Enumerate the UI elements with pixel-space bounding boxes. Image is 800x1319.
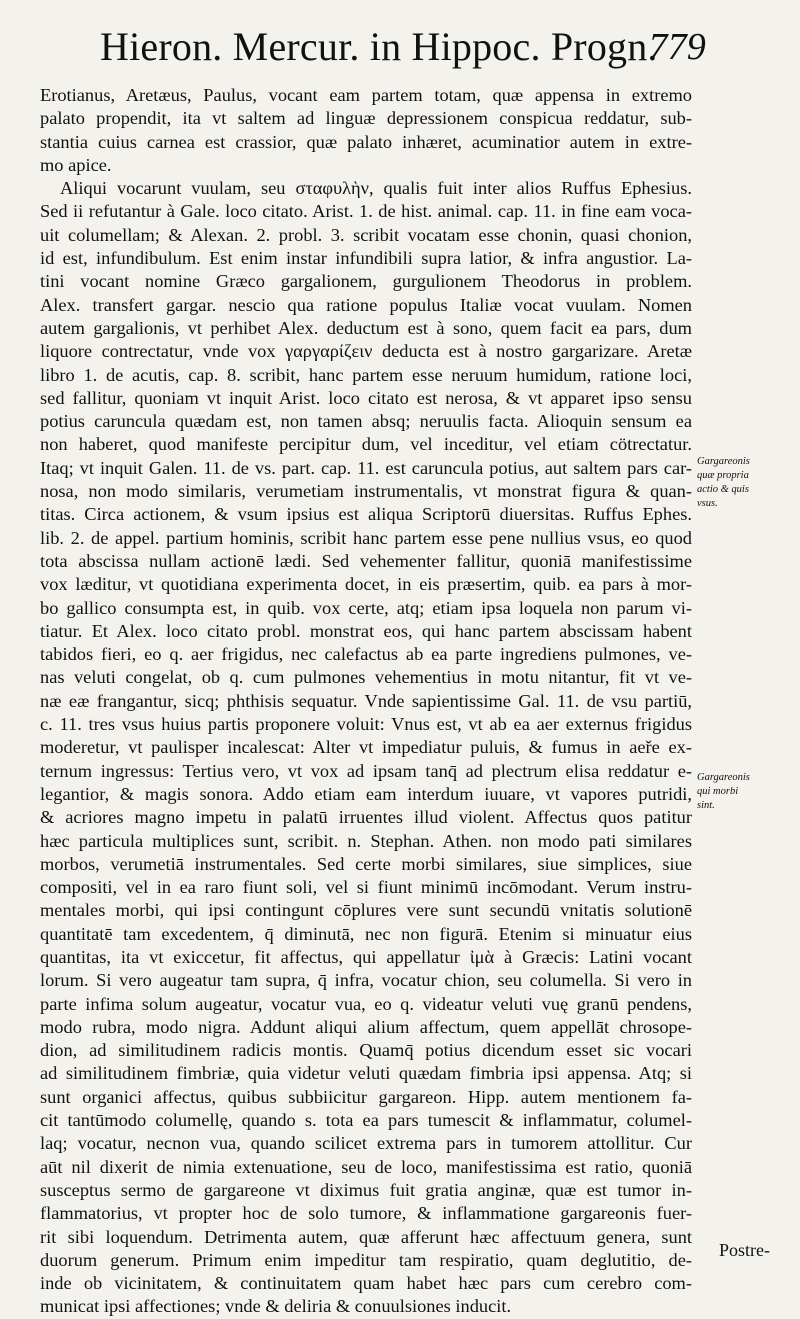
text-line: compositi, vel in ea raro fiunt soli, vel si fiunt minimū incōmodant. Verum instru- <box>40 877 692 898</box>
margin-note-gargareon-diseases <box>697 771 800 813</box>
text-line: morbos, verumetiā instrumentales. Sed certe morbi similares, siue simplices, siue <box>40 853 692 874</box>
text-line: non haberet, quod manifeste percipitur dum, vel inceditur, vel etiam cötrectatur. <box>40 434 692 455</box>
text-line: duorum generum. Primum enim impeditur tam respiratio, quam deglutitio, de- <box>40 1249 692 1270</box>
text-line: ternum ingressus: Tertius vero, vt vox ad ipsam tanq̄ ad plectrum elisa reddatur e- <box>40 760 692 781</box>
margin-note-line: actio & quis <box>697 484 749 495</box>
text-line: tiatur. Et Alex. loco citato probl. monstrat eos, qui hanc partem abscissam habent <box>40 620 692 641</box>
text-line: lorum. Si vero augeatur tam supra, q̄ infra, vocatur chion, seu columella. Si vero in <box>40 970 692 991</box>
page-number: 779 <box>648 26 706 68</box>
text-line: mentales morbi, qui ipsi contingunt cōplures vere sunt secundū vnitatis solutionē <box>40 900 692 921</box>
text-line: laq; vocatur, necnon vua, quando scilicet extrema pars in tumorem attollitur. Cur <box>40 1133 692 1154</box>
text-line: susceptus sermo de gargareone vt diximus fuit gratia anginæ, quæ est tumor in- <box>40 1179 692 1200</box>
text-line: rit sibi loquendum. Detrimenta autem, quæ afferunt hæc affectuum genera, sunt <box>40 1226 692 1247</box>
text-line: parte infima solum augeatur, vocatur vua, eo q. videatur veluti vuę granū pendens, <box>40 993 692 1014</box>
catchword: Postre- <box>719 1240 770 1260</box>
running-header <box>100 18 706 76</box>
margin-note-line: qui morbi <box>697 786 739 797</box>
text-line: Aliqui vocarunt vuulam, seu σταφυλὴν, qualis fuit inter alios Ruffus Ephesius. <box>60 178 692 199</box>
text-line: tabidos fieri, eo q. aer frigidus, nec calefactus ab ea parte ingrediens pulmones, ve- <box>40 644 692 665</box>
text-line: nosa, non modo similaris, verumetiam instrumentalis, vt monstrat figura & quan- <box>40 481 692 502</box>
text-line: quantitatē tam excedentem, q̄ diminutā, nec non figurā. Etenim si minuatur eius <box>40 923 692 944</box>
margin-note-gargareon-action <box>697 455 800 511</box>
text-line: Sed ii refutantur à Gale. loco citato. Arist. 1. de hist. animal. cap. 11. in fine eam voca- <box>40 201 692 222</box>
margin-note-line: sint. <box>697 800 715 811</box>
text-line: potius caruncula quædam est, non tamen absq; neruulis facta. Alioquin sensum ea <box>40 411 692 432</box>
main-text-block <box>40 84 692 1319</box>
text-line: uit columellam; & Alexan. 2. probl. 3. scribit vocatam esse chonin, quasi chonion, <box>40 224 692 245</box>
text-line: hæc particula multiplices sunt, scribit. n. Stephan. Athen. non modo pati similares <box>40 830 692 851</box>
text-line: moderetur, vt paulisper incalescat: Alter vt impediatur puluis, & fumus in aeře ex- <box>40 737 692 758</box>
text-line: Erotianus, Aretæus, Paulus, vocant eam partem totam, quæ appensa in extremo <box>40 85 692 105</box>
text-line: liquore contrectatur, vnde vox γαργαρίζειν deducta est à nostro gargarizare. Aretæ <box>40 341 692 362</box>
text-line: tota abscissa nullam actionē lædi. Sed vehementer fallitur, quoniā manifestissime <box>40 550 692 571</box>
text-line: sunt organici affectus, quibus subbiicitur gargareon. Hipp. autem mentionem fa- <box>40 1086 692 1107</box>
text-line: inde ob vicinitatem, & continuitatem quam habet hæc pars cum cerebro com- <box>40 1273 692 1294</box>
text-line: & acriores magno impetu in palatū irruentes illud violent. Affectus quos patitur <box>40 807 692 828</box>
text-line: flammatorius, vt propter hoc de solo tumore, & inflammatione gargareonis fuer- <box>40 1203 692 1224</box>
text-line: palato propendit, ita vt saltem ad linguæ depressionem conspicua reddatur, sub- <box>40 108 692 129</box>
margin-note-line: Gargareonis <box>697 456 750 467</box>
text-line: quantitas, ita vt exiccetur, fit affectus, qui appellatur ἰμὰ à Græcis: Latini vocant <box>40 946 692 967</box>
text-line: aūt nil dixerit de nimia extenuatione, seu de loco, manifestissima est ratio, quoniā <box>40 1156 692 1177</box>
text-line: vox læditur, vt quotidiana experimenta docet, in eis præsertim, quib. ea pars à mor- <box>40 574 692 595</box>
text-line: municat ipsi affectiones; vnde & deliria & conuulsiones inducit. <box>40 1296 512 1317</box>
text-line: tini vocant nomine Græco gargalionem, gurgulionem Theodorus in problem. <box>40 271 692 292</box>
running-title: Hieron. Mercur. in Hippoc. Progn. <box>100 24 658 69</box>
text-line: cit tantūmodo columellę, quando s. tota ea pars tumescit & inflammatur, columel- <box>40 1110 692 1131</box>
text-line: autem gargalionis, vt perhibet Alex. deductum est à sono, quem facit ea pars, dum <box>40 317 692 338</box>
text-line: sed fallitur, quoniam vt inquit Arist. loco citato est nerosa, & vt apparet ipso sensu <box>40 387 692 408</box>
text-line: legantior, & magis sonora. Addo etiam eam interdum iuuare, vt vapores putridi, <box>40 783 692 804</box>
text-line: lib. 2. de appel. partium hominis, scribit hanc partem esse pene nullius vsus, eo quod <box>40 527 692 548</box>
text-line: Itaq; vt inquit Galen. 11. de vs. part. cap. 11. est caruncula potius, aut saltem pars car- <box>40 457 692 478</box>
margin-note-line: Gargareonis <box>697 772 750 783</box>
text-line: titas. Circa actionem, & vsum ipsius est aliqua Scriptorū diuersitas. Ruffus Ephes. <box>40 504 692 525</box>
margin-note-line: vsus. <box>697 498 718 509</box>
text-line: nas veluti congelat, ob q. cum pulmones vehementius in motu nitantur, fit vt ve- <box>40 667 692 688</box>
text-line: id est, infundibulum. Est enim instar infundibili supra latior, & infra angustior. La- <box>40 248 692 269</box>
text-line: dion, ad similitudinem radicis montis. Quamq̄ potius dicendum esset sic vocari <box>40 1040 692 1061</box>
text-line: bo gallico consumpta est, in quib. vox certe, atq; etiam ipsa loquela non parum vi- <box>40 597 692 618</box>
text-line: Alex. transfert gargar. nescio qua ratione populus Italiæ vocat vuulam. Nomen <box>40 294 692 315</box>
text-line: libro 1. de acutis, cap. 8. scribit, hanc partem esse neruum humidum, ratione loci, <box>40 364 692 385</box>
text-line: stantia cuius carnea est crassior, quæ palato inhæret, acuminatior autem in extre- <box>40 131 692 152</box>
text-line: ad similitudinem fimbriæ, quia videtur veluti quædam fimbria ipsi appensa. Atq; si <box>40 1063 692 1084</box>
text-line: c. 11. tres vsus huius partis proponere voluit: Vnus est, vt ab ea aer externus frigidus <box>40 714 692 735</box>
margin-note-line: quæ propria <box>697 470 749 481</box>
text-line: mo apice. <box>40 154 112 175</box>
text-line: modo rubra, modo nigra. Addunt aliqui alium affectum, quem appellāt chrosope- <box>40 1016 692 1037</box>
text-line: næ eæ frangantur, sicq; phthisis sequatur. Vnde sapientissime Gal. 11. de vsu partiū, <box>40 690 692 711</box>
